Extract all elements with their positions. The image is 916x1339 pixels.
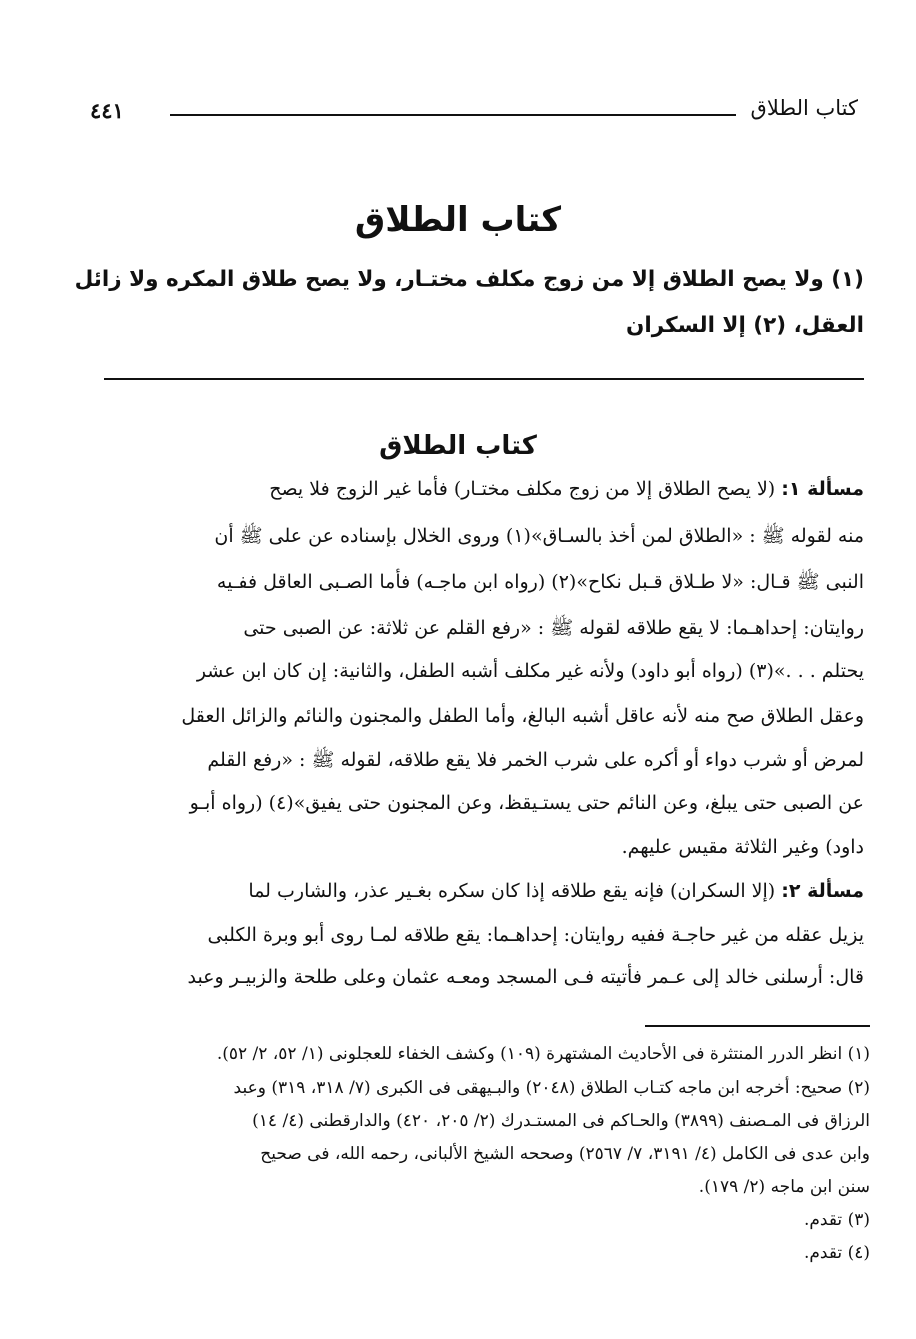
page-number: ٤٤١: [90, 98, 124, 123]
body-line: [54, 880, 864, 902]
footnote-line: (٤) تقدم.: [803, 1243, 870, 1263]
footnote-line: (١) انظر الدرر المنتثرة فى الأحاديث المشتهرة (١٠٩) وكشف الخفاء للعجلونى (١/ ٥٢، ٢/ ٥٢).: [216, 1044, 870, 1064]
body-line: [54, 478, 864, 500]
body-line: عن الصبى حتى يبلغ، وعن النائم حتى يستـيقظ، وعن المجنون حتى يفيق»(٤) (رواه أبـو: [189, 792, 864, 814]
running-header-title: كتاب الطلاق: [750, 96, 858, 120]
footnote-line: (٣) تقدم.: [803, 1210, 870, 1230]
body-line: لمرض أو شرب دواء أو أكره على شرب الخمر فلا يقع طلاقه، لقوله ﷺ : «رفع القلم: [207, 749, 864, 771]
body-line: يزيل عقله من غير حاجـة ففيه روايتان: إحداهـما: يقع طلاقه لمـا روى أبو وبرة الكلبى: [207, 924, 864, 946]
body-line: داود) وغير الثلاثة مقيس عليهم.: [621, 836, 864, 858]
section-divider: [104, 378, 864, 380]
chapter-heading: كتاب الطلاق: [354, 200, 562, 240]
issue-label: مسألة ٢:: [781, 880, 864, 902]
footnote-line: الرزاق فى المـصنف (٣٨٩٩) والحـاكم فى المستـدرك (٢/ ٢٠٥، ٤٢٠) والدارقطنى (٤/ ١٤): [252, 1111, 870, 1131]
footnote-line: (٢) صحيح: أخرجه ابن ماجه كتـاب الطلاق (٢٠٤٨) والبـيهقى فى الكبرى (٧/ ٣١٨، ٣١٩) وعبد: [233, 1078, 870, 1098]
body-line: منه لقوله ﷺ : «الطلاق لمن أخذ بالسـاق»(١) وروى الخلال بإسناده عن على ﷺ أن: [214, 525, 864, 547]
issue-label: مسألة ١:: [781, 478, 864, 500]
body-text: (لا يصح الطلاق إلا من زوج مكلف مختـار) فأما غير الزوج فلا يصح: [269, 478, 782, 500]
body-line: يحتلم . . .»(٣) (رواه أبو داود) ولأنه غير مكلف أشبه الطفل، والثانية: إن كان ابن عشر: [196, 660, 864, 682]
matn-line: (١) ولا يصح الطلاق إلا من زوج مكلف مختـار، ولا يصح طلاق المكره ولا زائل: [74, 267, 864, 292]
body-line: وعقل الطلاق صح منه لأنه عاقل أشبه البالغ، وأما الطفل والمجنون والنائم والزائل العقل: [181, 705, 864, 727]
footnote-line: وابن عدى فى الكامل (٤/ ٣١٩١، ٧/ ٢٥٦٧) وصححه الشيخ الألبانى، رحمه الله، فى صحيح: [260, 1144, 870, 1164]
body-line: قال: أرسلنى خالد إلى عـمر فأتيته فـى المسجد ومعـه عثمان وعلى طلحة والزبيـر وعبد: [187, 966, 864, 988]
footnote-line: سنن ابن ماجه (٢/ ١٧٩).: [698, 1177, 870, 1197]
header-rule: [170, 114, 736, 116]
body-line: روايتان: إحداهـما: لا يقع طلاقه لقوله ﷺ : «رفع القلم عن ثلاثة: عن الصبى حتى: [243, 617, 864, 639]
body-text: (إلا السكران) فإنه يقع طلاقه إذا كان سكره بغـير عذر، والشارب لما: [248, 880, 782, 902]
footnote-separator: [645, 1025, 870, 1027]
commentary-heading: كتاب الطلاق: [379, 431, 537, 461]
body-line: النبى ﷺ قـال: «لا طـلاق قـبل نكاح»(٢) (رواه ابن ماجـه) فأما الصـبى العاقل ففـيه: [216, 571, 864, 593]
matn-line: العقل، (٢) إلا السكران: [626, 313, 864, 338]
